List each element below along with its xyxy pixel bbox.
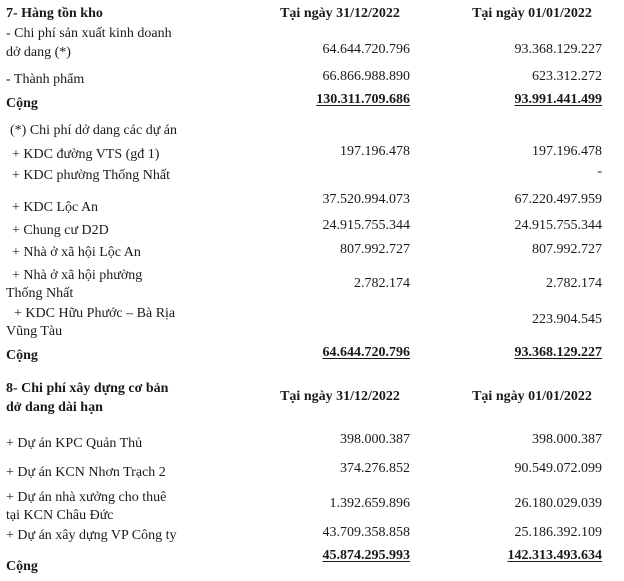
row-label-line1: + Nhà ở xã hội phường xyxy=(12,268,143,283)
value-2022: 807.992.727 xyxy=(340,242,410,257)
wip-total-2021: 93.368.129.227 xyxy=(514,345,602,360)
value-2022: 2.782.174 xyxy=(354,276,410,291)
section-8-total-label: Cộng xyxy=(6,559,38,574)
row-label: + KDC đường VTS (gđ 1) xyxy=(12,147,160,162)
value-2021: 2.782.174 xyxy=(546,276,602,291)
value-2021: 25.186.392.109 xyxy=(514,525,602,540)
row-label-line2: tại KCN Châu Đức xyxy=(6,508,114,523)
wip-title: (*) Chi phí dở dang các dự án xyxy=(10,123,178,138)
row-label: + Dự án KCN Nhơn Trạch 2 xyxy=(6,465,166,480)
wip-total-label: Cộng xyxy=(6,348,38,363)
value-2021: 223.904.545 xyxy=(532,312,602,327)
row-label: + Dự án xây dựng VP Công ty xyxy=(6,528,177,543)
section-8-title-line1: 8- Chi phí xây dựng cơ bản xyxy=(6,381,169,396)
row-label-line1: + KDC Hữu Phước – Bà Rịa xyxy=(14,306,176,321)
value-2021: 67.220.497.959 xyxy=(514,192,602,207)
row-label: + Dự án KPC Quản Thủ xyxy=(6,436,143,451)
section-8-col1-header: Tại ngày 31/12/2022 xyxy=(280,389,400,404)
row-label: + Chung cư D2D xyxy=(12,223,109,238)
section-7-title: 7- Hàng tồn kho xyxy=(6,6,103,21)
value-2022: 37.520.994.073 xyxy=(322,192,410,207)
value-2022: 374.276.852 xyxy=(340,461,410,476)
value-2021: - xyxy=(597,164,602,179)
row-label-line1: - Chi phí sản xuất kinh doanh xyxy=(6,26,172,41)
row-label-line2: Thống Nhất xyxy=(6,286,74,301)
value-2021: 197.196.478 xyxy=(532,144,602,159)
value-2021: 24.915.755.344 xyxy=(514,218,602,233)
row-label: + KDC Lộc An xyxy=(12,200,99,215)
row-label-line2: Vũng Tàu xyxy=(6,324,63,339)
section-8-col2-header: Tại ngày 01/01/2022 xyxy=(472,389,592,404)
section-8-title-line2: dở dang dài hạn xyxy=(6,400,103,415)
value-2022: 197.196.478 xyxy=(340,144,410,159)
row-label-line1: + Dự án nhà xưởng cho thuê xyxy=(6,490,167,505)
value-2021: 90.549.072.099 xyxy=(514,461,602,476)
section-7-col1-header: Tại ngày 31/12/2022 xyxy=(280,6,400,21)
section-7-total-2021: 93.991.441.499 xyxy=(514,92,602,107)
value-2022: 398.000.387 xyxy=(340,432,410,447)
section-7-col2-header: Tại ngày 01/01/2022 xyxy=(472,6,592,21)
value-2022: 43.709.358.858 xyxy=(322,525,410,540)
value-2022: 24.915.755.344 xyxy=(322,218,410,233)
section-8-total-2021: 142.313.493.634 xyxy=(507,548,602,563)
wip-total-2022: 64.644.720.796 xyxy=(322,345,410,360)
row-label: + KDC phường Thống Nhất xyxy=(12,168,170,183)
row-label-line2: dở dang (*) xyxy=(6,45,71,60)
value-2021: 93.368.129.227 xyxy=(514,42,602,57)
value-2021: 807.992.727 xyxy=(532,242,602,257)
section-7-total-2022: 130.311.709.686 xyxy=(316,92,410,107)
value-2022: 66.866.988.890 xyxy=(322,69,410,84)
value-2022: 1.392.659.896 xyxy=(329,496,410,511)
section-7-total-label: Cộng xyxy=(6,96,38,111)
value-2021: 623.312.272 xyxy=(532,69,602,84)
value-2022: 64.644.720.796 xyxy=(322,42,410,57)
value-2021: 26.180.029.039 xyxy=(514,496,602,511)
section-8-total-2022: 45.874.295.993 xyxy=(322,548,410,563)
row-label: - Thành phẩm xyxy=(6,72,85,87)
row-label: + Nhà ở xã hội Lộc An xyxy=(12,245,141,260)
value-2021: 398.000.387 xyxy=(532,432,602,447)
